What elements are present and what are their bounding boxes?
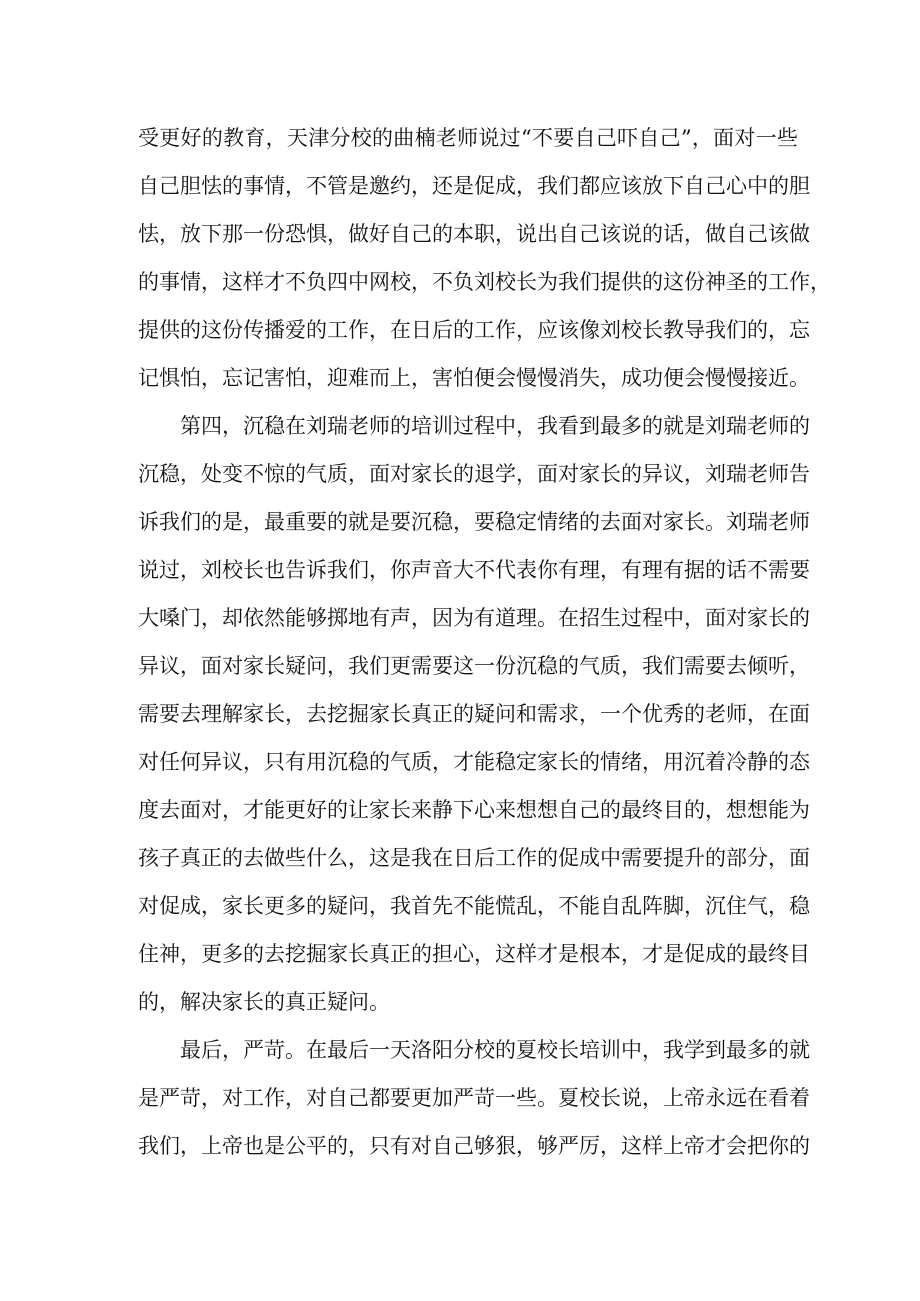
text-line: 我们，上帝也是公平的，只有对自己够狠，够严厉，这样上帝才会把你的 (138, 1134, 810, 1158)
text-line: 记惧怕，忘记害怕，迎难而上，害怕便会慢慢消失，成功便会慢慢接近。 (138, 366, 810, 390)
text-line: 度去面对，才能更好的让家长来静下心来想想自己的最终目的，想想能为 (138, 798, 810, 822)
text-line: 是严苛，对工作，对自己都要更加严苛一些。夏校长说，上帝永远在看着 (138, 1086, 810, 1110)
text-line: 异议，面对家长疑问，我们更需要这一份沉稳的气质，我们需要去倾听， (138, 654, 810, 678)
text-line: 诉我们的是，最重要的就是要沉稳，要稳定情绪的去面对家长。刘瑞老师 (138, 510, 810, 534)
text-line: 的，解决家长的真正疑问。 (138, 990, 390, 1014)
text-line: 沉稳，处变不惊的气质，面对家长的退学，面对家长的异议，刘瑞老师告 (138, 462, 810, 486)
text-line: 对促成，家长更多的疑问，我首先不能慌乱，不能自乱阵脚，沉住气，稳 (138, 894, 810, 918)
text-line: 大嗓门，却依然能够掷地有声，因为有道理。在招生过程中，面对家长的 (138, 606, 810, 630)
text-line: 需要去理解家长，去挖掘家长真正的疑问和需求，一个优秀的老师，在面 (138, 702, 810, 726)
paragraph-first-line: 最后，严苛。在最后一天洛阳分校的夏校长培训中，我学到最多的就 (180, 1038, 810, 1062)
paragraph-first-line: 第四，沉稳在刘瑞老师的培训过程中，我看到最多的就是刘瑞老师的 (180, 414, 810, 438)
text-line: 怯，放下那一份恐惧，做好自己的本职，说出自己该说的话，做自己该做 (138, 222, 810, 246)
text-line: 提供的这份传播爱的工作，在日后的工作，应该像刘校长教导我们的，忘 (138, 318, 810, 342)
text-line: 住神，更多的去挖掘家长真正的担心，这样才是根本，才是促成的最终目 (138, 942, 810, 966)
text-line: 受更好的教育，天津分校的曲楠老师说过“不要自己吓自己”，面对一些 (138, 126, 798, 150)
text-line: 对任何异议，只有用沉稳的气质，才能稳定家长的情绪，用沉着冷静的态 (138, 750, 810, 774)
text-line: 说过，刘校长也告诉我们，你声音大不代表你有理，有理有据的话不需要 (138, 558, 810, 582)
text-line: 的事情，这样才不负四中网校，不负刘校长为我们提供的这份神圣的工作， (138, 270, 831, 294)
text-line: 孩子真正的去做些什么，这是我在日后工作的促成中需要提升的部分，面 (138, 846, 810, 870)
text-line: 自己胆怯的事情，不管是邀约，还是促成，我们都应该放下自己心中的胆 (138, 174, 810, 198)
